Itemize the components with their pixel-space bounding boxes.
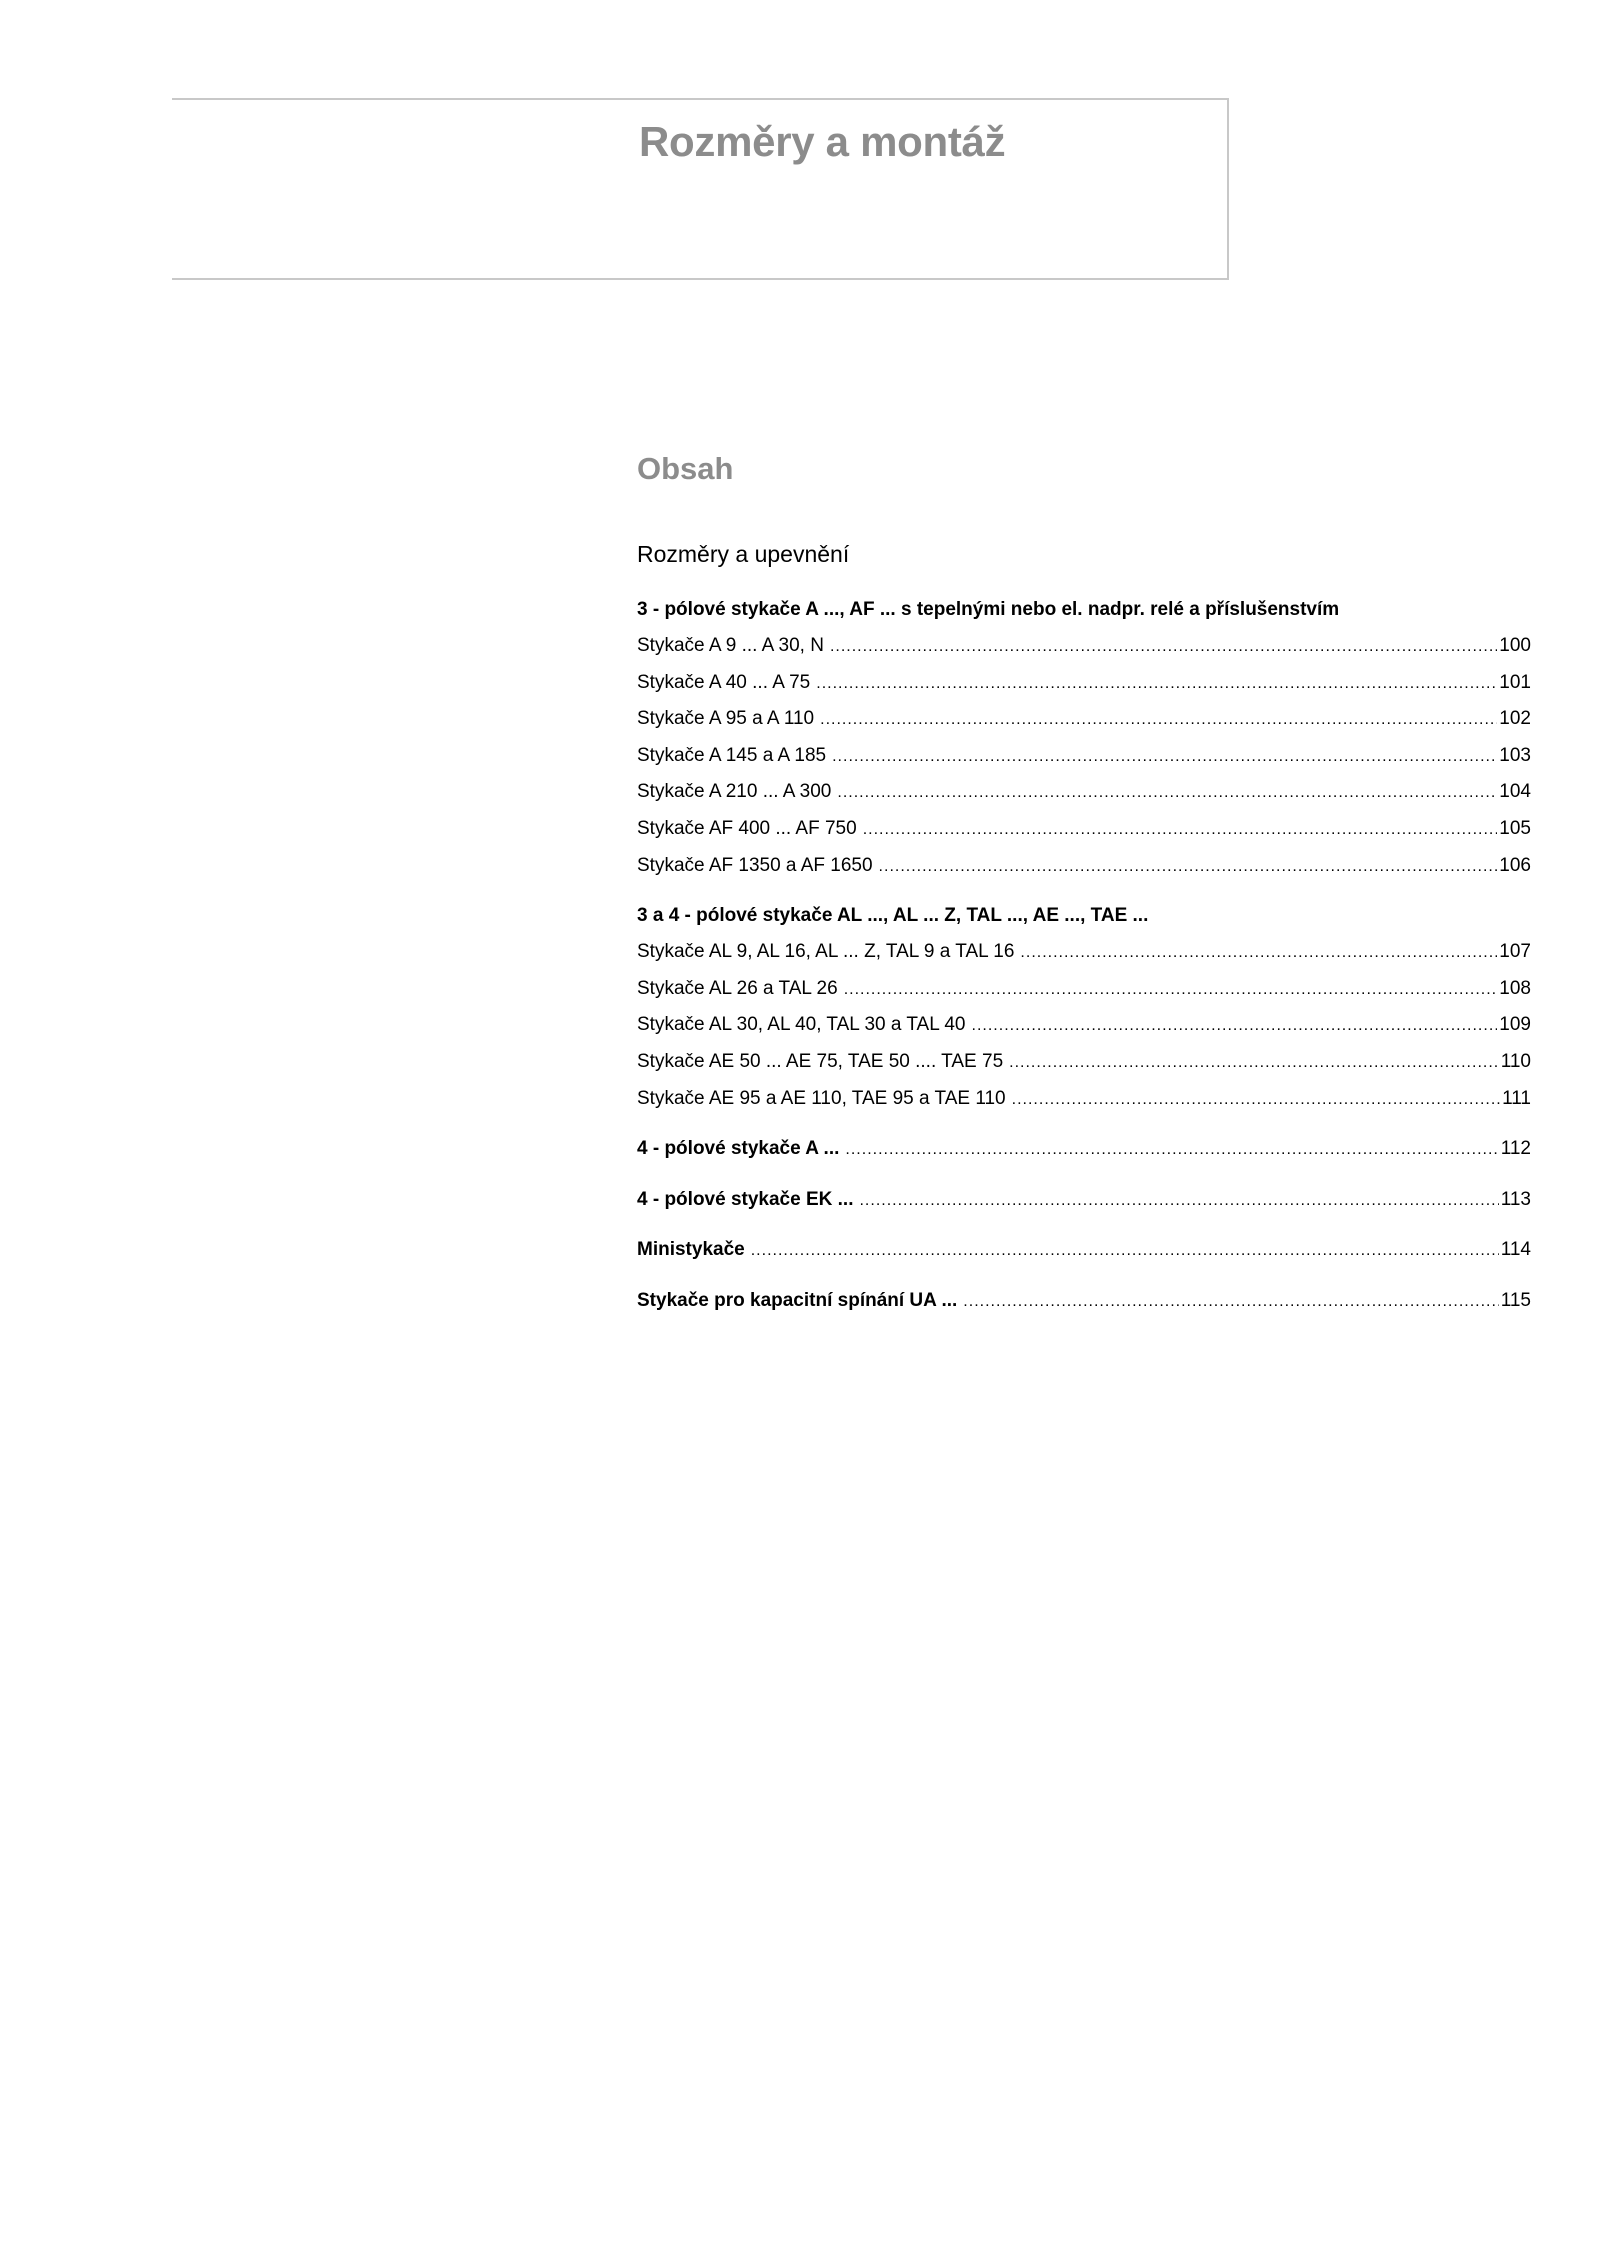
toc-group-heading-3-4-pole: 3 a 4 - pólové stykače AL ..., AL ... Z, TAL ..., AE ..., TAE ... [637, 905, 1149, 927]
toc-entry-label: Stykače A 145 a A 185 [637, 744, 827, 766]
dot-leader [1012, 1082, 1500, 1119]
dot-leader [832, 739, 1497, 776]
toc-entry-page: 103 [1499, 744, 1531, 766]
toc-entry-bold[interactable] [637, 1283, 1531, 1320]
toc-entry-page: 113 [1500, 1188, 1531, 1210]
spacer [637, 884, 1531, 898]
toc-entry-page: 115 [1500, 1289, 1531, 1311]
dot-leader [1009, 1045, 1499, 1082]
dot-leader [837, 775, 1497, 812]
toc-entry-page: 105 [1499, 817, 1531, 839]
toc-entry-page: 106 [1499, 854, 1531, 876]
toc-heading: Obsah [637, 451, 734, 486]
toc-entry-label: Stykače A 40 ... A 75 [637, 671, 811, 693]
toc-entry-label: Stykače A 95 a A 110 [637, 708, 815, 730]
toc-entry-label: Stykače AE 95 a AE 110, TAE 95 a TAE 110 [637, 1087, 1006, 1109]
toc-entry-label: Stykače AF 400 ... AF 750 [637, 817, 857, 839]
dot-leader [820, 702, 1497, 739]
spacer [637, 1218, 1531, 1232]
dot-leader [844, 972, 1498, 1009]
toc-entry-label: Stykače A 9 ... A 30, N [637, 635, 824, 656]
toc-entry-page: 104 [1499, 781, 1531, 803]
toc-entry[interactable] [637, 1081, 1531, 1118]
toc-entry-page: 109 [1499, 1014, 1531, 1036]
toc-entry[interactable] [637, 738, 1531, 775]
toc-entry-bold[interactable] [637, 1232, 1531, 1269]
toc-entry-label: Stykače AL 30, AL 40, TAL 30 a TAL 40 [637, 1014, 966, 1036]
toc-entry-label: Stykače A 210 ... A 300 [637, 781, 832, 803]
toc-entry-label: Stykače AE 50 ... AE 75, TAE 50 .... TAE 75 [637, 1050, 1004, 1072]
toc-entry-bold[interactable] [637, 1182, 1531, 1219]
toc-entry-page: 108 [1499, 977, 1531, 999]
toc-entry[interactable] [637, 848, 1531, 885]
toc-entry-page: 107 [1499, 941, 1531, 963]
toc-entry[interactable] [637, 934, 1531, 971]
toc-entry-page: 100 [1499, 635, 1531, 656]
dot-leader [1020, 935, 1497, 972]
toc-entry[interactable] [637, 1007, 1531, 1044]
toc-entry[interactable] [637, 811, 1531, 848]
toc-entry-page: 111 [1502, 1087, 1531, 1109]
toc-group-heading-3-pole: 3 - pólové stykače A ..., AF ... s tepelnými nebo el. nadpr. relé a příslušenstvím [637, 599, 1340, 620]
toc-entry-label: 4 - pólové stykače A ... [637, 1138, 840, 1160]
page-title: Rozměry a montáž [639, 118, 1006, 165]
toc-entry[interactable] [637, 774, 1531, 811]
toc-entry-bold[interactable] [637, 1131, 1531, 1168]
toc-entry-page: 101 [1499, 671, 1531, 693]
toc-entry-page: 102 [1499, 708, 1531, 730]
toc-subheading: Rozměry a upevnění [637, 541, 850, 567]
dot-leader [816, 666, 1497, 703]
toc-entry[interactable] [637, 701, 1531, 738]
toc-entry-label: Stykače pro kapacitní spínání UA ... [637, 1289, 958, 1311]
dot-leader [830, 629, 1497, 666]
dot-leader [859, 1183, 1498, 1220]
dot-leader [963, 1284, 1498, 1321]
toc-entry-label: Stykače AF 1350 a AF 1650 [637, 854, 873, 876]
toc-entry[interactable] [637, 971, 1531, 1008]
toc-entry-label: 4 - pólové stykače EK ... [637, 1188, 854, 1210]
toc-entry-page: 114 [1500, 1239, 1531, 1261]
spacer [637, 1117, 1531, 1131]
dot-leader [845, 1132, 1498, 1169]
table-of-contents [637, 592, 1531, 1320]
dot-leader [879, 849, 1498, 886]
toc-entry-label: Ministykače [637, 1239, 745, 1261]
toc-entry[interactable] [637, 665, 1531, 702]
toc-entry[interactable] [637, 628, 1531, 665]
dot-leader [972, 1008, 1498, 1045]
spacer [637, 1269, 1531, 1283]
toc-entry-page: 112 [1500, 1138, 1531, 1160]
toc-entry-label: Stykače AL 9, AL 16, AL ... Z, TAL 9 a TAL 16 [637, 941, 1015, 963]
toc-entry-page: 110 [1500, 1050, 1531, 1072]
dot-leader [863, 812, 1498, 849]
toc-entry-label: Stykače AL 26 a TAL 26 [637, 977, 838, 999]
toc-entry[interactable] [637, 1044, 1531, 1081]
dot-leader [751, 1233, 1499, 1270]
spacer [637, 1168, 1531, 1182]
